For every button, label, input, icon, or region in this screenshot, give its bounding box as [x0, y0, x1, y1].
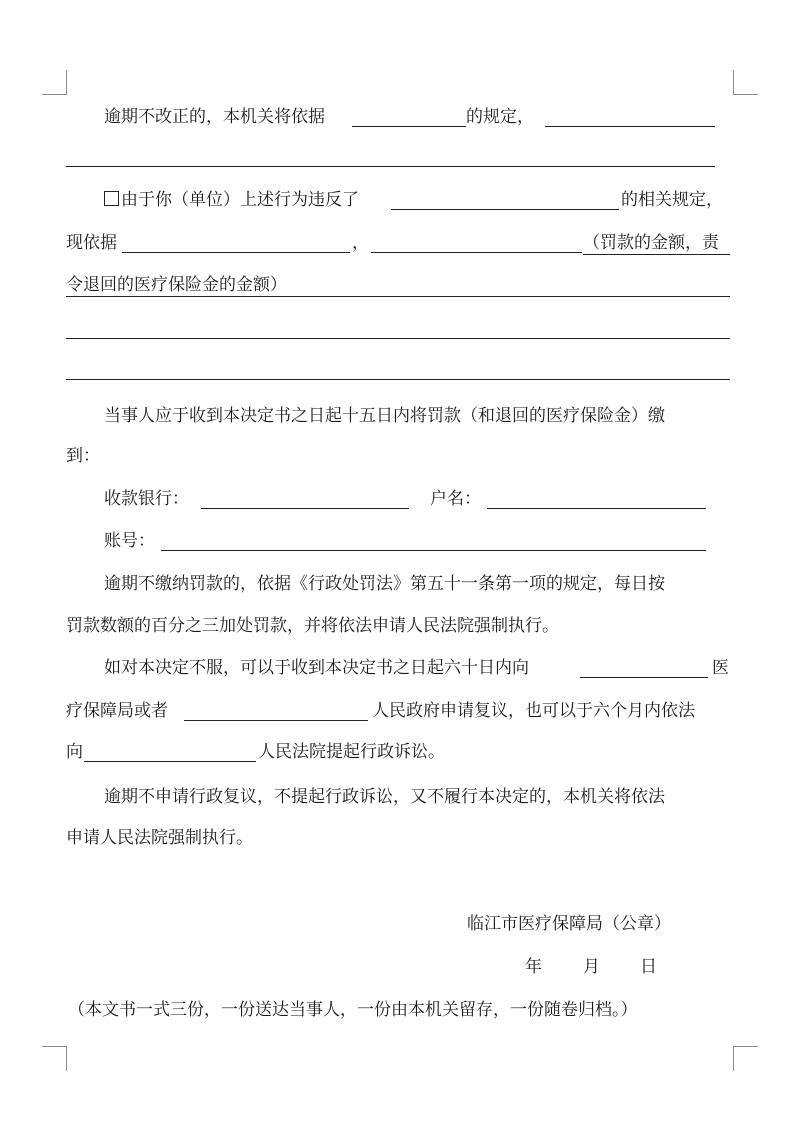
blank-regulation-field[interactable]	[391, 209, 619, 210]
blank-government-field[interactable]	[184, 720, 368, 721]
blank-court-field[interactable]	[84, 761, 256, 762]
blank-law-field[interactable]	[352, 126, 466, 127]
crop-mark-top-left	[42, 70, 67, 95]
violation-suffix-text: 的相关规定，	[621, 190, 723, 210]
payment-text-b: 到：	[66, 446, 100, 466]
enforcement-text-b: 申请人民法院强制执行。	[66, 828, 253, 848]
basis-comma: ，	[352, 233, 369, 253]
appeal-text-a-suffix: 医	[712, 658, 729, 678]
violation-checkbox-line	[104, 189, 359, 211]
blank-basis-field[interactable]	[122, 252, 350, 253]
blank-penalty-line-3[interactable]	[66, 338, 730, 339]
date-day-label: 日	[640, 957, 657, 977]
blank-consequence-line-2[interactable]	[66, 166, 715, 167]
crop-mark-top-right	[733, 70, 758, 95]
crop-mark-bottom-right	[733, 1046, 758, 1071]
checkbox-icon[interactable]	[104, 191, 119, 206]
appeal-text-b: 疗保障局或者	[66, 701, 168, 721]
blank-penalty-field[interactable]	[371, 252, 582, 253]
overdue-text: 逾期不改正的，本机关将依据	[104, 107, 325, 127]
issuer-seal-text: 临江市医疗保障局（公章）	[467, 914, 671, 934]
appeal-text-c-suffix: 人民法院提起行政诉讼。	[258, 742, 445, 762]
footer-note: （本文书一式三份，一份送达当事人，一份由本机关留存，一份随卷归档。）	[68, 1000, 638, 1020]
appeal-text-c: 向	[66, 742, 83, 762]
late-payment-text-a: 逾期不缴纳罚款的，依据《行政处罚法》第五十一条第一项的规定，每日按	[104, 574, 665, 594]
crop-mark-bottom-left	[42, 1046, 67, 1071]
appeal-text-b-suffix: 人民政府申请复议，也可以于六个月内依法	[372, 701, 695, 721]
basis-label: 现依据	[66, 233, 117, 253]
blank-penalty-line-4[interactable]	[66, 379, 730, 380]
fine-note-a: （罚款的金额，责	[583, 232, 730, 255]
account-name-field[interactable]	[487, 508, 706, 509]
violation-text: 由于你（单位）上述行为违反了	[121, 190, 359, 210]
date-year-label: 年	[525, 957, 542, 977]
enforcement-text-a: 逾期不申请行政复议，不提起行政诉讼，又不履行本决定的，本机关将依法	[104, 787, 665, 807]
blank-consequence-field[interactable]	[545, 126, 715, 127]
account-number-field[interactable]	[161, 550, 706, 551]
fine-note-b: 令退回的医疗保险金的金额）	[66, 274, 730, 297]
overdue-mid-text: 的规定，	[466, 107, 534, 127]
payment-text-a: 当事人应于收到本决定书之日起十五日内将罚款（和退回的医疗保险金）缴	[104, 406, 665, 426]
late-payment-text-b: 罚款数额的百分之三加处罚款，并将依法申请人民法院强制执行。	[66, 616, 559, 636]
blank-review-agency-field[interactable]	[580, 677, 708, 678]
account-name-label: 户名：	[430, 489, 481, 509]
bank-label: 收款银行：	[104, 489, 189, 509]
date-month-label: 月	[583, 957, 600, 977]
appeal-text-a: 如对本决定不服，可以于收到本决定书之日起六十日内向	[104, 658, 529, 678]
bank-field[interactable]	[201, 508, 409, 509]
account-number-label: 账号：	[104, 531, 155, 551]
